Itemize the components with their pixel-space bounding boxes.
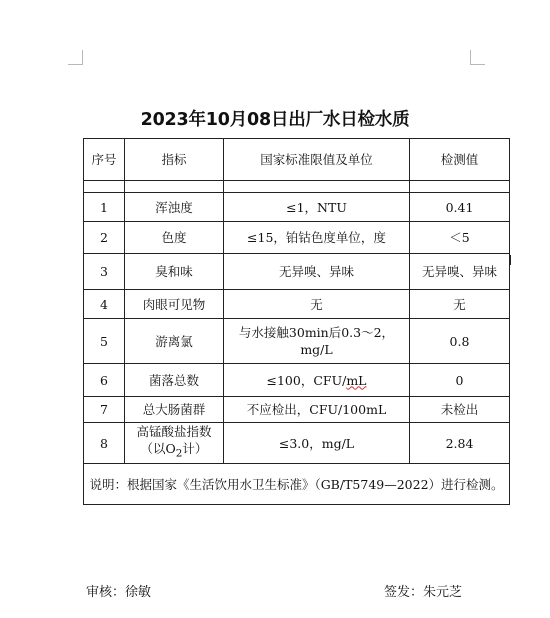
row-limit <box>224 364 410 397</box>
table-row <box>84 254 510 290</box>
row-value: 0 <box>410 364 510 397</box>
table-row <box>84 423 510 464</box>
table-row <box>84 290 510 319</box>
document-title: 2023年10月08日出厂水日检水质 <box>140 110 410 130</box>
row-indicator: 臭和味 <box>125 254 224 290</box>
spellcheck-flagged-unit: mL <box>346 372 367 388</box>
row-value: 无异嗅、异味 <box>410 254 510 290</box>
row-indicator: 游离氯 <box>125 319 224 364</box>
margin-corner-top-right <box>470 50 485 65</box>
row-indicator: 肉眼可见物 <box>125 290 224 319</box>
table-header-row <box>84 139 510 181</box>
row-limit: 无异嗅、异味 <box>224 254 410 290</box>
row-limit: 不应检出，CFU/100mL <box>224 397 410 423</box>
row-limit: 与水接触30min后0.3～2，mg/L <box>224 319 410 364</box>
table-row <box>84 397 510 423</box>
table-row <box>84 319 510 364</box>
row-value: 无 <box>410 290 510 319</box>
row-indicator-subscript: 2 <box>175 447 183 460</box>
explanation-note: 说明：根据国家《生活饮用水卫生标准》（GB/T5749—2022）进行检测。 <box>84 464 510 505</box>
water-quality-table <box>83 138 510 505</box>
row-limit: ≤1，NTU <box>224 193 410 222</box>
table-edge-marker <box>509 255 511 265</box>
row-number: 6 <box>84 364 125 397</box>
row-limit: 无 <box>224 290 410 319</box>
row-value: 0.41 <box>410 193 510 222</box>
table-row <box>84 364 510 397</box>
header-value: 检测值 <box>410 139 510 181</box>
row-value: 2.84 <box>410 423 510 464</box>
row-limit-text: ≤100，CFU/ <box>266 372 347 388</box>
note-row <box>84 464 510 505</box>
row-indicator <box>125 423 224 464</box>
row-limit: ≤15，铂钴色度单位，度 <box>224 222 410 254</box>
header-limit: 国家标准限值及单位 <box>224 139 410 181</box>
approver-signature: 签发：朱元芝 <box>384 585 463 600</box>
row-value: 未检出 <box>410 397 510 423</box>
row-number: 5 <box>84 319 125 364</box>
row-indicator-line1: 高锰酸盐指数 <box>136 424 212 440</box>
row-indicator: 浑浊度 <box>125 193 224 222</box>
row-indicator: 总大肠菌群 <box>125 397 224 423</box>
row-number: 1 <box>84 193 125 222</box>
header-serial: 序号 <box>84 139 125 181</box>
row-value: 0.8 <box>410 319 510 364</box>
row-number: 8 <box>84 423 125 464</box>
row-limit: ≤3.0，mg/L <box>224 423 410 464</box>
row-indicator-line2-pre: （以O <box>140 441 176 457</box>
margin-corner-top-left <box>68 50 83 65</box>
header-indicator: 指标 <box>125 139 224 181</box>
row-number: 2 <box>84 222 125 254</box>
table-row <box>84 193 510 222</box>
row-number: 7 <box>84 397 125 423</box>
row-indicator: 色度 <box>125 222 224 254</box>
reviewer-signature: 审核：徐敏 <box>86 585 152 600</box>
row-indicator: 菌落总数 <box>125 364 224 397</box>
table-row <box>84 222 510 254</box>
row-indicator-line2-post: 计） <box>182 441 208 457</box>
spacer-row <box>84 181 510 193</box>
row-number: 3 <box>84 254 125 290</box>
row-number: 4 <box>84 290 125 319</box>
row-value: ＜5 <box>410 222 510 254</box>
